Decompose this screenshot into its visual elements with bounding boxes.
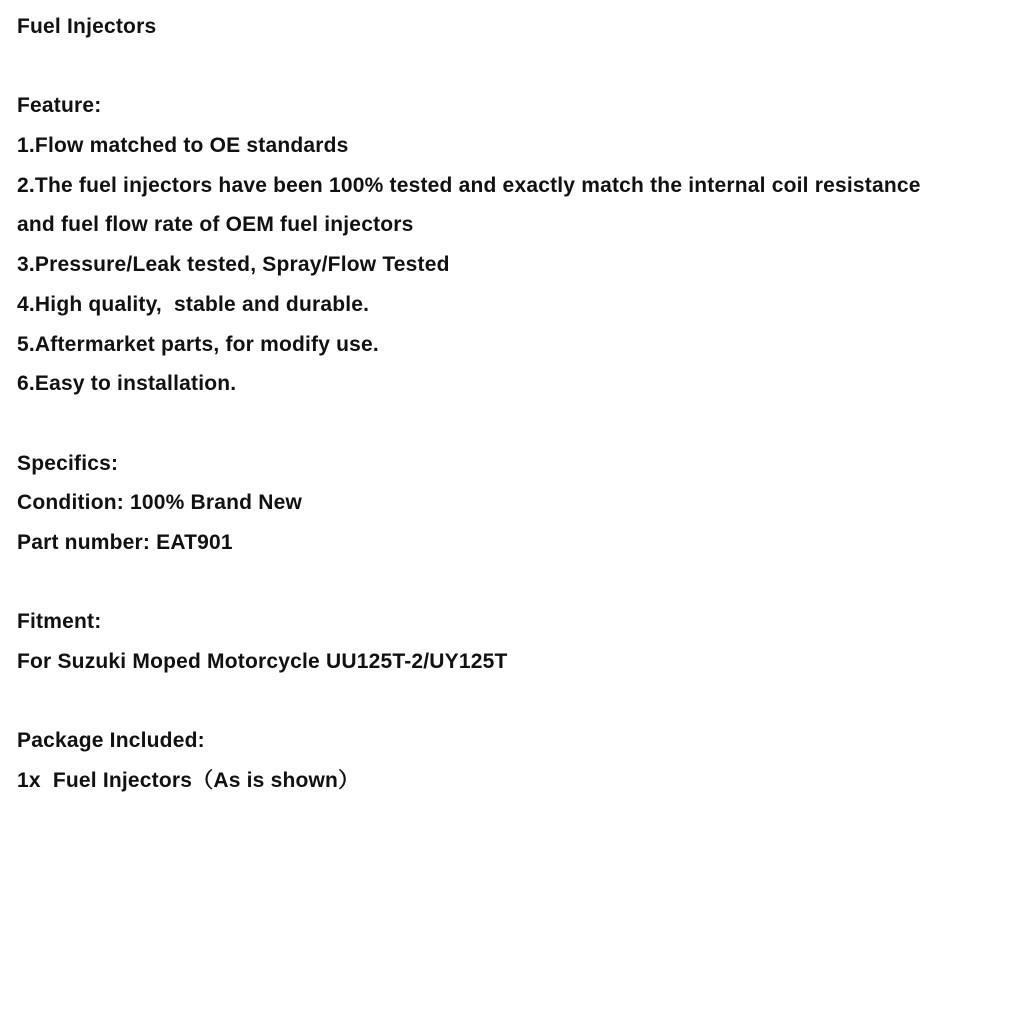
part-number-text: Part number: EAT901 xyxy=(17,530,233,554)
spacer xyxy=(17,682,1017,722)
feature-item-2: 2.The fuel injectors have been 100% tested and exactly match the internal coil resistance xyxy=(17,173,921,197)
fitment-text: For Suzuki Moped Motorcycle UU125T-2/UY125T xyxy=(17,650,508,673)
product-description xyxy=(17,7,1017,801)
package-heading: Package Included: xyxy=(17,729,205,753)
spacer xyxy=(17,47,1017,87)
package-text: 1x Fuel Injectors（As is shown） xyxy=(17,769,360,793)
feature-item-4: 4.High quality, stable and durable. xyxy=(17,292,370,316)
feature-heading: Feature: xyxy=(17,94,102,118)
spacer xyxy=(17,404,1017,444)
condition-text: Condition: 100% Brand New xyxy=(17,491,303,515)
feature-item-3: 3.Pressure/Leak tested, Spray/Flow Tested xyxy=(17,253,450,277)
document-title: Fuel Injectors xyxy=(17,15,157,38)
feature-item-5: 5.Aftermarket parts, for modify use. xyxy=(17,332,379,356)
fitment-heading: Fitment: xyxy=(17,610,102,634)
feature-item-6: 6.Easy to installation. xyxy=(17,372,237,396)
spacer xyxy=(17,563,1017,603)
specifics-heading: Specifics: xyxy=(17,451,119,475)
feature-item-1: 1.Flow matched to OE standards xyxy=(17,134,349,158)
feature-item-2-continued: and fuel flow rate of OEM fuel injectors xyxy=(17,213,414,237)
